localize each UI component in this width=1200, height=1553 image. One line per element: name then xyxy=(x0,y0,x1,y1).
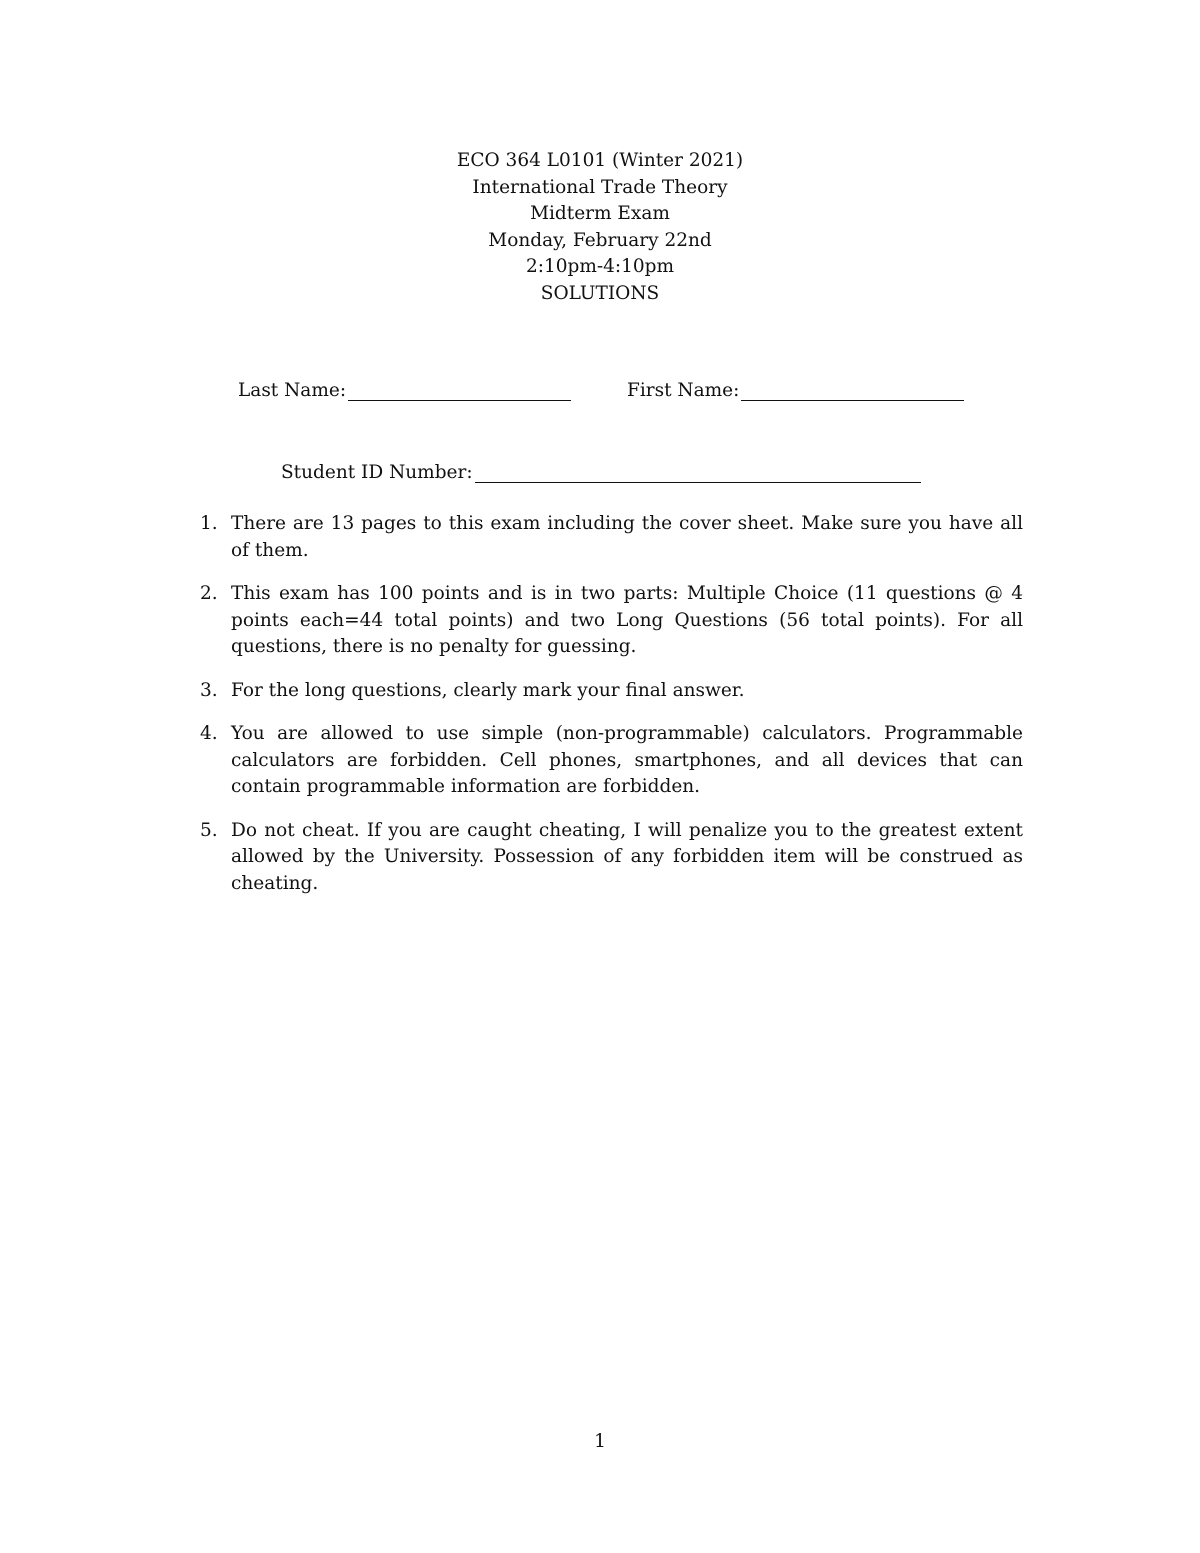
page-number: 1 xyxy=(594,1431,606,1452)
exam-date: Monday, February 22nd xyxy=(488,229,712,251)
student-id-row xyxy=(281,462,921,483)
instruction-item xyxy=(200,511,1023,564)
instruction-number: 1. xyxy=(200,513,218,534)
last-name-blank-line xyxy=(348,380,571,401)
instruction-number: 5. xyxy=(200,819,218,841)
first-name-blank-line xyxy=(741,380,964,401)
instruction-text: For the long questions, clearly mark your final answer. xyxy=(231,679,745,701)
instruction-item xyxy=(200,581,1023,661)
instruction-number: 4. xyxy=(200,723,218,744)
solutions-label: SOLUTIONS xyxy=(540,282,660,304)
course-code: ECO 364 L0101 (Winter 2021) xyxy=(456,150,744,171)
exam-time: 2:10pm-4:10pm xyxy=(525,256,675,277)
instruction-text: There are 13 pages to this exam including the cover sheet. Make sure you have all of them. xyxy=(231,513,1023,561)
student-id-field xyxy=(281,462,921,483)
instruction-text: You are allowed to use simple (non-programmable) calculators. Programmable calculators are forbidden. Cell phones, smartphones, and all devices that can contain programmable information are forbidden. xyxy=(231,723,1023,797)
instruction-item xyxy=(200,818,1023,898)
instruction-text: This exam has 100 points and is in two parts: Multiple Choice (11 questions @ 4 points each=44 total points) and two Long Questions (56 total points). For all questions, there is no penalty for guessing. xyxy=(231,583,1023,657)
instruction-number: 2. xyxy=(200,583,218,604)
last-name-label: Last Name: xyxy=(238,380,347,401)
exam-type: Midterm Exam xyxy=(530,203,670,224)
name-fields-row xyxy=(0,380,1200,410)
instruction-text: Do not cheat. If you are caught cheating, I will penalize you to the greatest extent allowed by the University. Possession of any forbidden item will be construed as cheating. xyxy=(231,819,1023,894)
instruction-item xyxy=(200,721,1023,801)
course-title: International Trade Theory xyxy=(472,176,728,198)
exam-header xyxy=(0,148,1200,307)
instruction-item xyxy=(200,678,1023,705)
first-name-field xyxy=(627,380,964,401)
first-name-label: First Name: xyxy=(627,380,740,401)
instruction-number: 3. xyxy=(200,679,218,701)
instructions-list xyxy=(200,511,1023,914)
student-id-blank-line xyxy=(475,462,921,483)
student-id-label: Student ID Number: xyxy=(281,462,473,483)
last-name-field xyxy=(238,380,571,401)
